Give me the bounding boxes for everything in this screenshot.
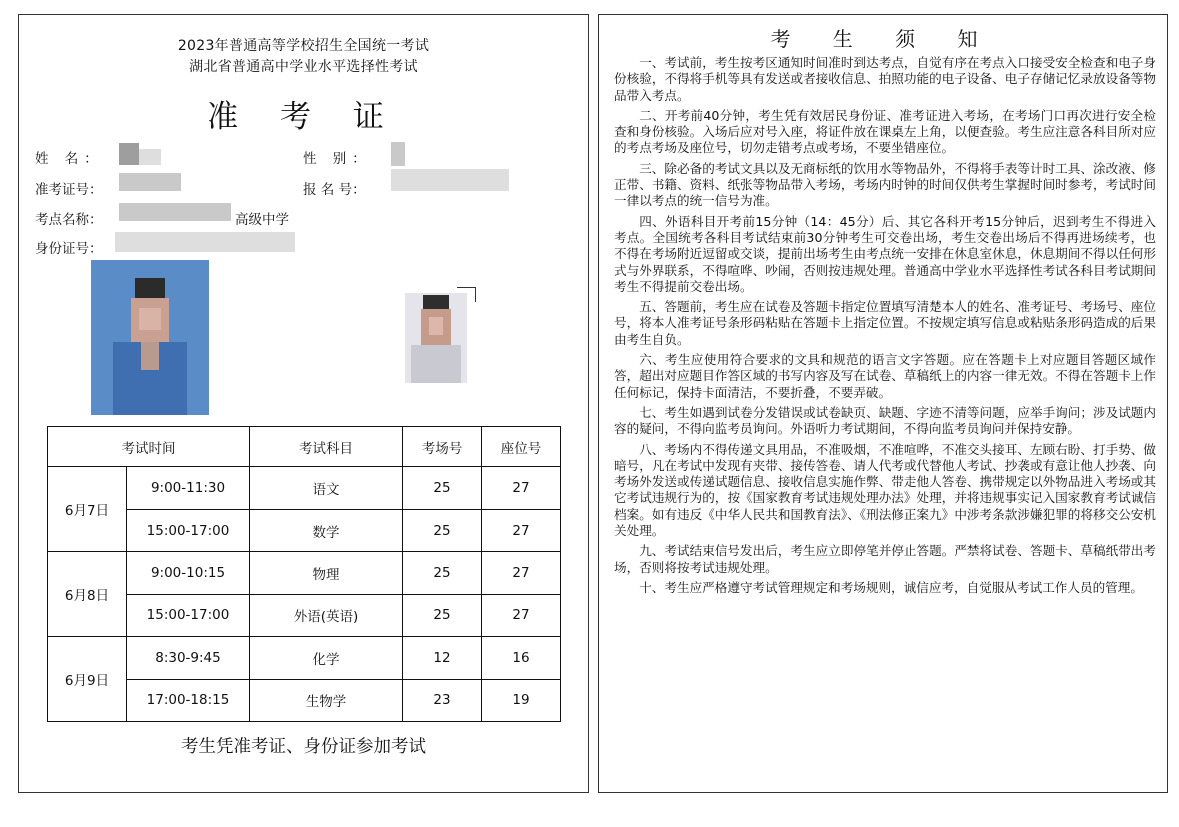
candidate-notice-panel	[598, 14, 1168, 793]
gender-label: 性 别：	[303, 151, 372, 167]
time-cell: 17:00-18:15	[127, 679, 250, 721]
schedule-header-row	[48, 427, 561, 467]
notice-item-2: 二、开考前40分钟，考生凭有效居民身份证、准考证进入考场，在考场门口再次进行安全检查和身份核验。入场后应对号入座，将证件放在课桌左上角，以便查验。考生应注意各科目所对应的考点考场及座位号，切勿走错考点或考场，不要坐错座位。	[614, 107, 1156, 156]
room-cell: 25	[403, 594, 482, 636]
card-title: 准 考 证	[207, 99, 400, 135]
seat-cell: 27	[482, 509, 561, 551]
photo-stamp-mark	[457, 287, 476, 302]
name-redacted	[119, 143, 139, 165]
room-cell: 23	[403, 679, 482, 721]
date-cell: 6月8日	[48, 552, 127, 637]
exam-site-redacted	[119, 203, 231, 221]
col-header-seat: 座位号	[482, 427, 561, 467]
subject-cell: 物理	[250, 552, 403, 594]
subject-cell: 语文	[250, 467, 403, 509]
time-cell: 8:30-9:45	[127, 637, 250, 679]
seat-cell: 16	[482, 637, 561, 679]
id-number-label: 身份证号：	[35, 241, 103, 257]
ticket-number-label: 准考证号：	[35, 182, 103, 198]
room-cell: 12	[403, 637, 482, 679]
room-cell: 25	[403, 552, 482, 594]
seat-cell: 19	[482, 679, 561, 721]
registration-number-label: 报 名 号：	[303, 182, 366, 198]
table-row	[48, 467, 561, 509]
notice-item-5: 五、答题前，考生应在试卷及答题卡指定位置填写清楚本人的姓名、准考证号、考场号、座位号，将本人准考证号条形码粘贴在答题卡上指定位置。不按规定填写信息或粘贴条形码造成的后果由考生自负。	[614, 299, 1156, 347]
ticket-number-redacted	[119, 173, 181, 191]
exam-site-label: 考点名称：	[35, 212, 103, 228]
exam-header-line2: 湖北省普通高中学业水平选择性考试	[189, 59, 418, 75]
date-cell: 6月9日	[48, 637, 127, 722]
notice-item-4: 四、外语科目开考前15分钟（14：45分）后、其它各科开考15分钟后，迟到考生不得进入考点。全国统考各科目考试结束前30分钟考生可交卷出场，考生交卷出场后不得再进场续考，也不得在考场附近逗留或交谈，提前出场考生由考点统一安排在休息室休息，休息期间不得以任何形式与外界联系，不得喧哗、吵闹，否则按违规处理。普通高中学业水平选择性考试各科目考试期间考生不得提前交卷出场。	[614, 213, 1156, 294]
col-header-room: 考场号	[403, 427, 482, 467]
table-row	[48, 552, 561, 594]
subject-cell: 生物学	[250, 679, 403, 721]
room-cell: 25	[403, 509, 482, 551]
subject-cell: 外语(英语)	[250, 594, 403, 636]
candidate-photo-small	[405, 293, 467, 383]
name-redacted-2	[139, 149, 161, 165]
notice-item-6: 六、考生应使用符合要求的文具和规范的语言文字答题。应在答题卡上对应题目答题区域作答，超出对应题目作答区域的书写内容及写在试卷、草稿纸上的内容一律无效。不得在答题卡上作任何标记，保持卡面清洁，不要折叠，不要弄破。	[614, 352, 1156, 400]
exam-header-line1: 2023年普通高等学校招生全国统一考试	[177, 38, 430, 54]
admission-ticket-card	[18, 14, 589, 793]
notice-item-9: 九、考试结束信号发出后，考生应立即停笔并停止答题。严禁将试卷、答题卡、草稿纸带出考场，否则将按考试违规处理。	[614, 543, 1156, 575]
time-cell: 9:00-11:30	[127, 467, 250, 509]
time-cell: 15:00-17:00	[127, 509, 250, 551]
subject-cell: 化学	[250, 637, 403, 679]
notice-title: 考 生 须 知	[770, 27, 996, 51]
notice-item-3: 三、除必备的考试文具以及无商标纸的饮用水等物品外，不得将手表等计时工具、涂改液、修正带、书籍、资料、纸张等物品带入考场，考场内时钟的时间仅供考生掌握时间时参考，考试时间一律以考点的统一信号为准。	[614, 160, 1156, 209]
exam-schedule-table	[47, 426, 561, 722]
gender-redacted	[391, 142, 405, 166]
col-header-time: 考试时间	[48, 427, 250, 467]
seat-cell: 27	[482, 552, 561, 594]
notice-item-7: 七、考生如遇到试卷分发错误或试卷缺页、缺题、字迹不清等问题，应举手询问；涉及试题内容的疑问，不得向监考员询问。外语听力考试期间，不得向监考员询问并保持安静。	[614, 404, 1156, 437]
notice-item-1: 一、考试前，考生按考区通知时间准时到达考点，自觉有序在考点入口接受安全检查和电子身份核验，不得将手机等具有发送或者接收信息、拍照功能的电子设备、电子存储记忆录放设备等物品带入考点。	[614, 55, 1156, 103]
candidate-photo-large	[91, 260, 209, 415]
time-cell: 15:00-17:00	[127, 594, 250, 636]
table-row	[48, 637, 561, 679]
notice-item-8: 八、考场内不得传递文具用品，不准吸烟，不准喧哗，不准交头接耳、左顾右盼、打手势、做暗号，凡在考试中发现有夹带、接传答卷、请人代考或代替他人考试、抄袭或有意让他人抄袭、向考场外发送或传递试题信息、接收信息实施作弊、带走他人答卷、携带规定以外物品进入考场或其它考试违规行为的，按《国家教育考试违规处理办法》处理，并将违规事实记入国家教育考试诚信档案。如有违反《中华人民共和国教育法》、《刑法修正案九》中涉考条款涉嫌犯罪的将移交公安机关处理。	[614, 441, 1156, 539]
time-cell: 9:00-10:15	[127, 552, 250, 594]
notice-list	[614, 55, 1156, 600]
registration-number-redacted	[391, 169, 509, 191]
room-cell: 25	[403, 467, 482, 509]
exam-site-suffix: 高级中学	[235, 212, 289, 228]
col-header-subject: 考试科目	[250, 427, 403, 467]
name-label: 姓 名：	[35, 151, 104, 167]
date-cell: 6月7日	[48, 467, 127, 552]
seat-cell: 27	[482, 467, 561, 509]
seat-cell: 27	[482, 594, 561, 636]
card-footer-note: 考生凭准考证、身份证参加考试	[181, 737, 426, 757]
subject-cell: 数学	[250, 509, 403, 551]
id-number-redacted	[115, 232, 295, 252]
notice-item-10: 十、考生应严格遵守考试管理规定和考场规则，诚信应考，自觉服从考试工作人员的管理。	[639, 579, 1143, 595]
